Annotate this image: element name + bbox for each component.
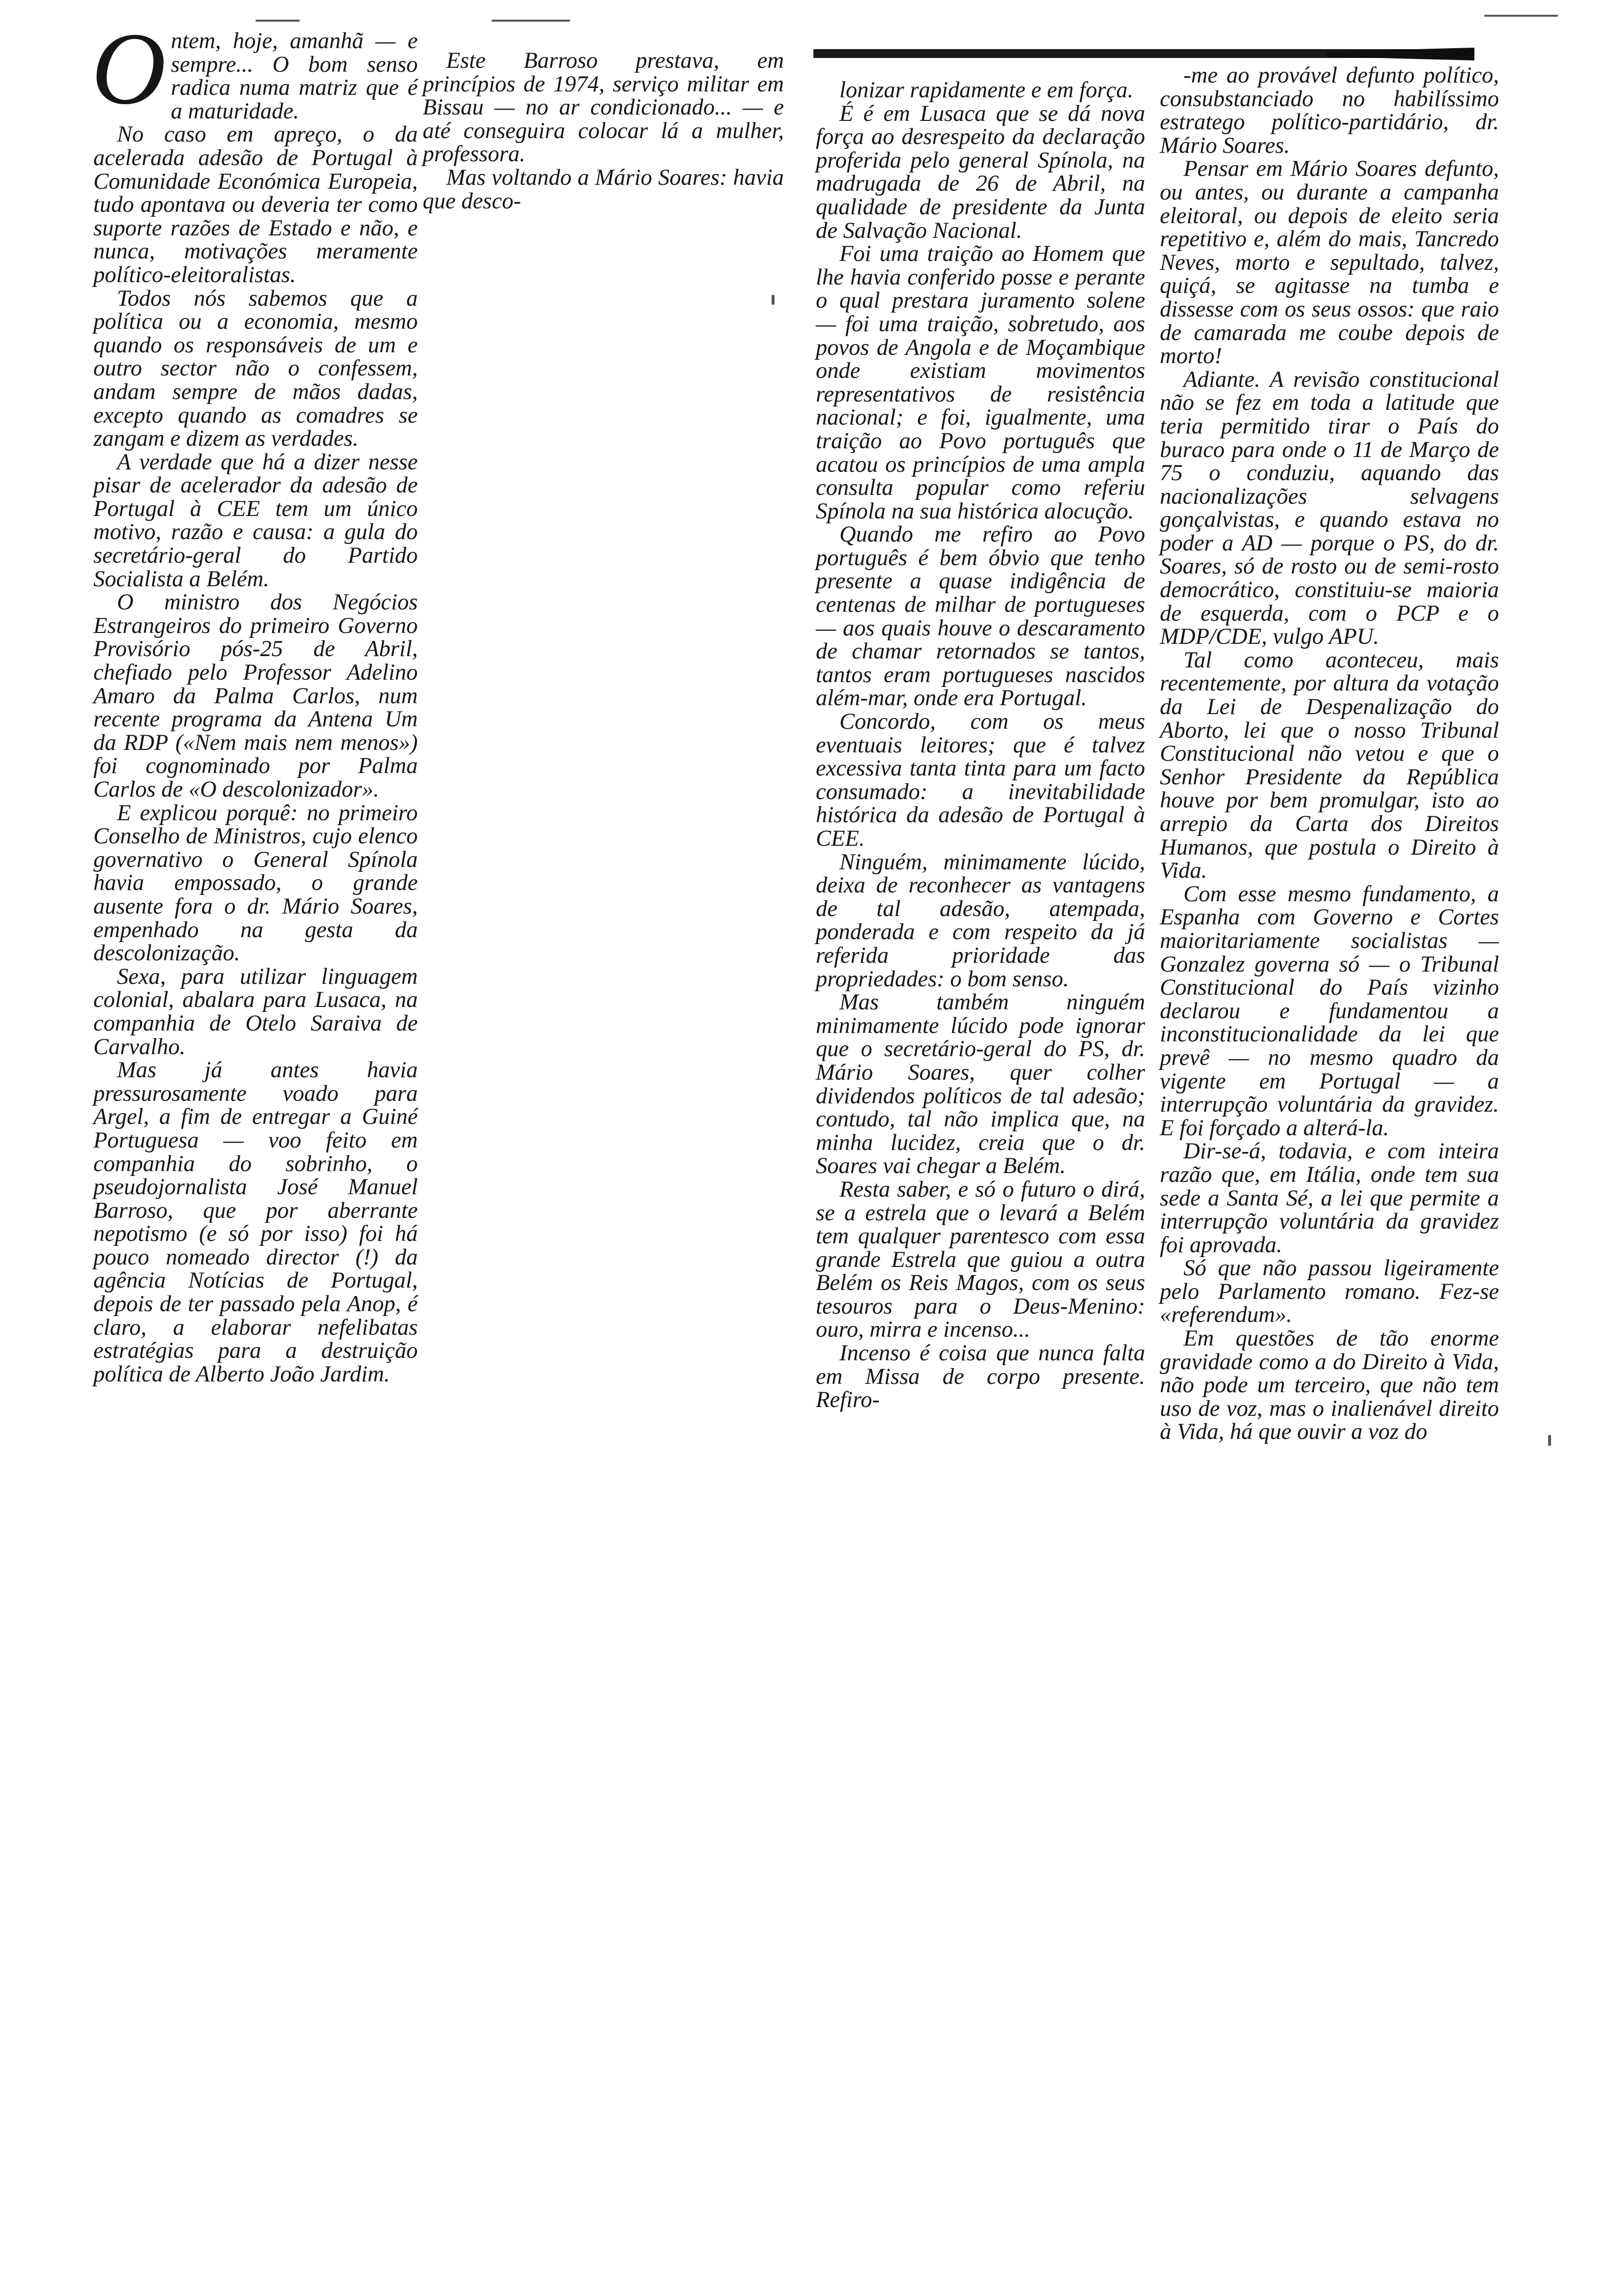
article-paragraph: Foi uma traição ao Homem que lhe havia conferido posse e perante o qual prestara juramento solene — foi uma traição, sobretudo, aos povos de Angola e de Moçambique onde existiam movimentos representativos de resistência nacional; e foi, igualmente, uma traição ao Povo português que acatou os princípios de uma ampla consulta popular como referiu Spínola na sua histórica alocução. — [816, 241, 1145, 524]
article-column-1 — [91, 12, 418, 1387]
article-paragraph: -me ao provável defunto político, consubstanciado no habilíssimo estratego político-partidário, dr. Mário Soares. — [1160, 63, 1499, 158]
article-paragraph: Quando me refiro ao Povo português é bem óbvio que tenho presente a quase indigência de centenas de milhar de portugueses — aos quais houve o descaramento de chamar retornados se tantos, tantos eram portugueses nascidos além-mar, onde era Portugal. — [816, 522, 1145, 711]
article-paragraph: Mas já antes havia pressurosamente voado para Argel, a fim de entregar a Guiné Portuguesa — voo feito em companhia do sobrinho, o pseudojornalista José Manuel Barroso, que por aberrante nepotismo (e só por isso) foi há pouco nomeado director (!) da agência Notícias de Portugal, depois de ter passado pela Anop, é claro, a elaborar nefelibatas estratégias para a destruição política de Alberto João Jardim. — [93, 1058, 418, 1387]
scan-speck — [256, 20, 300, 22]
scan-speck — [1548, 1435, 1551, 1446]
article-column-3 — [816, 79, 1145, 1412]
scan-speck — [1484, 15, 1558, 17]
article-paragraph: É é em Lusaca que se dá nova força ao desrespeito da declaração proferida pelo general Spínola, na madrugada de 26 de Abril, na qualidade de presidente da Junta de Salvação Nacional. — [816, 101, 1145, 243]
article-paragraph: Resta saber, e só o futuro o dirá, se a estrela que o levará a Belém tem qualquer parentesco com essa grande Estrela que guiou a outra Belém os Reis Magos, com os seus tesouros para o Deus-Menino: ouro, mirra e incenso... — [816, 1177, 1145, 1343]
article-column-2 — [423, 49, 784, 213]
article-paragraph: Incenso é coisa que nunca falta em Missa de corpo presente. Refiro- — [816, 1341, 1145, 1413]
article-paragraph: Este Barroso prestava, em princípios de 1974, serviço militar em Bissau — no ar condicionado... — e até conseguira colocar lá a mulher, professora. — [423, 48, 784, 167]
article-paragraph: Ninguém, minimamente lúcido, deixa de reconhecer as vantagens de tal adesão, atempada, ponderada e com respeito da já referida prioridade das propriedades: o bom senso. — [816, 849, 1145, 992]
article-paragraph: lonizar rapidamente e em força. — [839, 78, 1133, 103]
article-paragraph: No caso em apreço, o da acelerada adesão de Portugal à Comunidade Económica Europeia, tudo apontava ou deveria ter como suporte razões de Estado e não, e nunca, motivações meramente político-eleitoralistas. — [93, 122, 418, 287]
paragraph-text: ntem, hoje, amanhã — e sempre... O bom senso radica numa matriz que é a maturidade. — [171, 29, 418, 124]
article-paragraph: Tal como aconteceu, mais recentemente, por altura da votação da Lei de Despenalização do Aborto, lei que o nosso Tribunal Constitucional não vetou e que o Senhor Presidente da República houve por bem promulgar, isto ao arrepio da Carta dos Direitos Humanos, que postula o Direito à Vida. — [1160, 647, 1499, 884]
article-paragraph: Dir-se-á, todavia, e com inteira razão que, em Itália, onde tem sua sede a Santa Sé, a lei que permite a interrupção voluntária da gravidez foi aprovada. — [1160, 1139, 1499, 1258]
article-paragraph: Concordo, com os meus eventuais leitores; que é talvez excessiva tanta tinta para um facto consumado: a inevitabilidade histórica da adesão de Portugal à CEE. — [816, 709, 1145, 851]
article-paragraph: O ministro dos Negócios Estrangeiros do primeiro Governo Provisório pós-25 de Abril, chefiado pelo Professor Adelino Amaro da Palma Carlos, num recente programa da Antena Um da RDP («Nem mais nem menos») foi cognominado por Palma Carlos de «O descolonizador». — [93, 590, 418, 802]
scan-speck — [491, 20, 570, 22]
article-column-4 — [1160, 64, 1499, 1444]
article-paragraph: Sexa, para utilizar linguagem colonial, abalara para Lusaca, na companhia de Otelo Saraiva de Carvalho. — [93, 964, 418, 1060]
article-paragraph: Com esse mesmo fundamento, a Espanha com Governo e Cortes maioritariamente socialistas — Gonzalez governa só — o Tribunal Constitucional do País vizinho declarou e fundamentou a inconstitucionalidade da lei que prevê — no mesmo quadro da vigente em Portugal — a interrupção voluntária da gravidez. E foi forçado a alterá-la. — [1160, 881, 1499, 1141]
article-paragraph: Mas voltando a Mário Soares: havia que desco- — [423, 165, 784, 214]
article-paragraph — [91, 12, 418, 126]
article-paragraph: Só que não passou ligeiramente pelo Parlamento romano. Fez-se «referendum». — [1160, 1256, 1499, 1328]
article-paragraph: Em questões de tão enorme gravidade como a do Direito à Vida, não pode um terceiro, que não tem uso de voz, mas o inalienável direito à Vida, há que ouvir a voz do — [1160, 1326, 1499, 1445]
article-paragraph: A verdade que há a dizer nesse pisar de acelerador da adesão de Portugal à CEE tem um único motivo, razão e causa: a gula do secretário-geral do Partido Socialista a Belém. — [93, 449, 418, 592]
article-paragraph: Pensar em Mário Soares defunto, ou antes, ou durante a campanha eleitoral, ou depois de eleito seria repetitivo e, além do mais, Tancredo Neves, morto e sepultado, talvez, quiçá, se agitasse na tumba e dissesse com os seus ossos: que raio de camarada me coube depois de morto! — [1160, 156, 1499, 369]
scan-speck — [772, 295, 775, 305]
article-paragraph: E explicou porquê: no primeiro Conselho de Ministros, cujo elenco governativo o General Spínola havia empossado, o grande ausente fora o dr. Mário Soares, empenhado na gesta da descolonização. — [93, 800, 418, 966]
drop-cap: O — [91, 12, 166, 126]
article-paragraph: Adiante. A revisão constitucional não se fez em toda a latitude que teria permitido tirar o País do buraco para onde o 11 de Março de 75 o conduziu, aquando das nacionalizações selvagens gonçalvistas, e quando estava no poder a AD — porque o PS, do dr. Soares, só de rosto ou de semi-rosto democrático, constituiu-se maioria de esquerda, com o PCP e o MDP/CDE, vulgo APU. — [1160, 367, 1499, 650]
article-paragraph: Todos nós sabemos que a política ou a economia, mesmo quando os responsáveis de um e outro sector não o confessem, andam sempre de mãos dadas, excepto quando as comadres se zangam e dizem as verdades. — [93, 286, 418, 452]
article-paragraph: Mas também ninguém minimamente lúcido pode ignorar que o secretário-geral do PS, dr. Mário Soares, quer colher dividendos políticos de tal adesão; contudo, tal não implica que, na minha lucidez, creia que o dr. Soares vai chegar a Belém. — [816, 990, 1145, 1179]
